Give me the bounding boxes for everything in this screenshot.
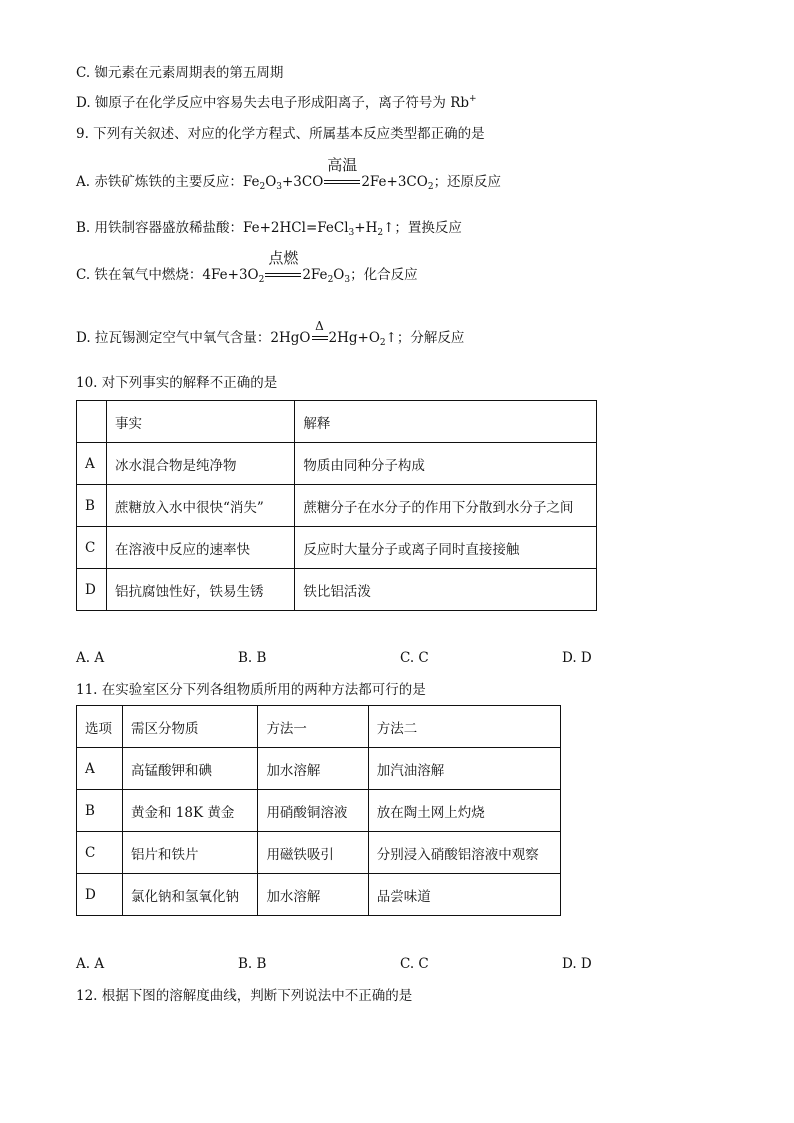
table-cell: 铝抗腐蚀性好，铁易生锈 [106,569,294,611]
table-cell: 用硝酸铜溶液 [258,790,368,832]
table-cell: 方法一 [258,706,368,748]
choice-d[interactable]: D. D [562,956,592,972]
table-cell: A [77,748,123,790]
table-cell: C [77,832,123,874]
table-row [77,790,561,832]
choice-a[interactable]: A. A [76,956,105,972]
table-cell: 加汽油溶解 [368,748,560,790]
q9-option-c: C. 铁在氧气中燃烧：$4Fe+3O_2$ 点燃 $2Fe_2O_3$；化合反应 [76,249,418,285]
table-cell: 品尝味道 [368,874,560,916]
choice-a[interactable]: A. A [76,650,105,666]
q11-choices [76,956,596,974]
table-cell: 选项 [77,706,123,748]
table-cell: 需区分物质 [123,706,258,748]
choice-d[interactable]: D. D [562,650,592,666]
table-cell: B [77,485,107,527]
table-row [77,874,561,916]
q8-option-c: C. 铷元素在元素周期表的第五周期 [76,65,284,81]
table-cell: 蔗糖分子在水分子的作用下分散到水分子之间 [295,485,597,527]
q11-table [76,705,561,916]
table-row [77,527,597,569]
table-cell: 解释 [295,401,597,443]
table-cell: 反应时大量分子或离子同时直接接触 [295,527,597,569]
q8-option-d: D. 铷原子在化学反应中容易失去电子形成阳离子，离子符号为 Rb+ [76,94,477,111]
table-row [77,443,597,485]
choice-c[interactable]: C. C [400,956,429,972]
table-cell: 方法二 [368,706,560,748]
table-cell: 铁比铝活泼 [295,569,597,611]
table-cell: A [77,443,107,485]
q9-stem: 9. 下列有关叙述、对应的化学方程式、所属基本反应类型都正确的是 [76,126,485,142]
table-row [77,569,597,611]
table-row [77,485,597,527]
table-cell: 用磁铁吸引 [258,832,368,874]
table-cell: 黄金和 18K 黄金 [123,790,258,832]
choice-c[interactable]: C. C [400,650,429,666]
q9-option-d: D. 拉瓦锡测定空气中氧气含量：2HgO Δ $2Hg+O_2↑$；分解反应 [76,319,465,348]
table-cell: 在溶液中反应的速率快 [106,527,294,569]
table-row [77,748,561,790]
table-cell: 加水溶解 [258,874,368,916]
choice-b[interactable]: B. B [238,650,267,666]
table-cell: D [77,569,107,611]
table-cell: 物质由同种分子构成 [295,443,597,485]
table-header-row [77,706,561,748]
reaction-condition-arrow: 高温 [323,173,361,191]
table-cell: 加水溶解 [258,748,368,790]
table-cell: 冰水混合物是纯净物 [106,443,294,485]
table-cell: 蔗糖放入水中很快“消失” [106,485,294,527]
q10-table [76,400,597,611]
table-cell: B [77,790,123,832]
heat-condition-arrow: Δ [311,329,329,347]
table-cell: D [77,874,123,916]
q11-stem: 11. 在实验室区分下列各组物质所用的两种方法都可行的是 [76,682,426,698]
q9-option-a: A. 赤铁矿炼铁的主要反应：$Fe_2O_3+3CO$ 高温 $2Fe+3CO_2$；还原反应 [76,156,502,192]
table-cell: 高锰酸钾和碘 [123,748,258,790]
table-cell: 氯化钠和氢氧化钠 [123,874,258,916]
q9-option-b: B. 用铁制容器盛放稀盐酸：$Fe+2HCl=FeCl_3+H_2↑$；置换反应 [76,220,462,238]
q10-choices [76,650,596,668]
reaction-condition-arrow: 点燃 [264,266,302,284]
q10-stem: 10. 对下列事实的解释不正确的是 [76,375,278,391]
table-cell: 分别浸入硝酸铝溶液中观察 [368,832,560,874]
table-header-row [77,401,597,443]
table-cell: 放在陶土网上灼烧 [368,790,560,832]
table-cell: 铝片和铁片 [123,832,258,874]
choice-b[interactable]: B. B [238,956,267,972]
q12-stem: 12. 根据下图的溶解度曲线，判断下列说法中不正确的是 [76,988,413,1004]
table-cell [77,401,107,443]
table-cell: C [77,527,107,569]
table-row [77,832,561,874]
table-cell: 事实 [106,401,294,443]
